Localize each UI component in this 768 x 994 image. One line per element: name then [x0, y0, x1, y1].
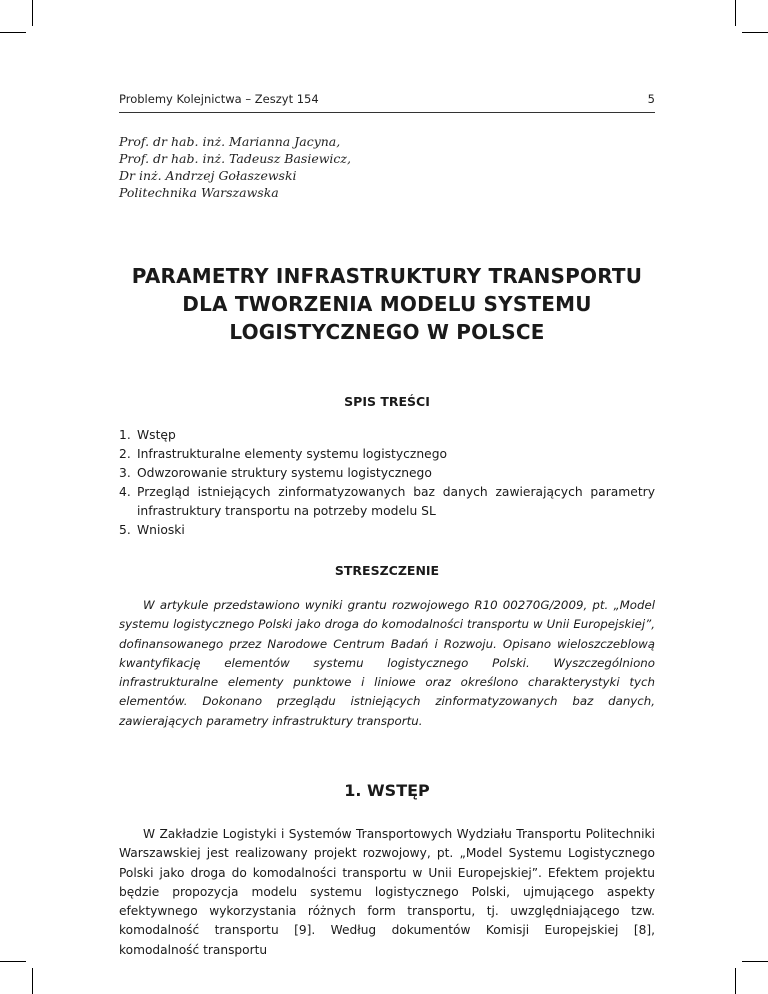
header-divider: [119, 112, 655, 113]
toc-item-number: 2.: [119, 447, 131, 461]
body-paragraph: W Zakładzie Logistyki i Systemów Transportowych Wydziału Transportu Politechniki Warszawskiej jest realizowany projekt rozwojowy, pt. „Model Systemu Logistycznego Polski jako droga do komodalności transportu w Unii Europejskiej”. Efektem projektu będzie propozycja modelu systemu logistycznego Polski, ujmującego aspekty efektywnego wykorzystania różnych form transportu, tj. uwzględniającego tzw. komodalność transportu [9]. Według dokumentów Komisji Europejskiej [8], komodalność transportu: [119, 827, 655, 957]
abstract-text: W artykule przedstawiono wyniki grantu rozwojowego R10 00270G/2009, pt. „Model systemu logistycznego Polski jako droga do komodalności transportu w Unii Europejskiej”, dofinansowanego przez Narodowe Centrum Badań i Rozwoju. Opisano wieloszczeblową kwantyfikację elementów systemu logistycznego Polski. Wyszczególniono infrastrukturalne elementy punktowe i liniowe oraz określono charakterystyki tych elementów. Dokonano przeglądu istniejących zinformatyzowanych baz danych, zawierających parametry infrastruktury transportu.: [119, 598, 655, 728]
toc-item: [119, 483, 655, 521]
affiliation: Politechnika Warszawska: [119, 185, 279, 200]
crop-mark: [32, 0, 33, 26]
author-block: [119, 133, 351, 201]
crop-mark: [735, 968, 736, 994]
journal-title: Problemy Kolejnictwa – Zeszyt 154: [119, 92, 319, 106]
toc-item: [119, 445, 655, 464]
crop-mark: [742, 32, 768, 33]
crop-mark: [0, 961, 26, 962]
toc-item-text: Odwzorowanie struktury systemu logistycznego: [137, 466, 432, 480]
crop-mark: [32, 968, 33, 994]
toc-item-number: 5.: [119, 523, 131, 537]
toc-item-text: Wnioski: [137, 523, 185, 537]
author-line: Prof. dr hab. inż. Marianna Jacyna,: [119, 134, 341, 149]
crop-mark: [742, 961, 768, 962]
author-line: Prof. dr hab. inż. Tadeusz Basiewicz,: [119, 151, 351, 166]
paper-title: [100, 262, 674, 346]
crop-mark: [735, 0, 736, 26]
toc-item-text: Wstęp: [137, 428, 176, 442]
running-header: [119, 92, 655, 106]
toc-item: [119, 426, 655, 445]
toc-item: [119, 521, 655, 540]
toc-item: [119, 464, 655, 483]
title-line: DLA TWORZENIA MODELU SYSTEMU: [182, 292, 592, 316]
abstract-heading: STRESZCZENIE: [334, 563, 440, 578]
toc-item-number: 1.: [119, 428, 131, 442]
crop-mark: [0, 32, 26, 33]
page-number: 5: [647, 92, 655, 106]
section-heading: 1. WSTĘP: [344, 781, 430, 800]
toc-item-text: Infrastrukturalne elementy systemu logistycznego: [137, 447, 448, 461]
author-line: Dr inż. Andrzej Gołaszewski: [119, 168, 297, 183]
title-line: LOGISTYCZNEGO W POLSCE: [229, 320, 545, 344]
table-of-contents: [119, 426, 655, 540]
toc-item-number: 3.: [119, 466, 131, 480]
toc-heading: SPIS TREŚCI: [344, 394, 430, 409]
title-line: PARAMETRY INFRASTRUKTURY TRANSPORTU: [131, 264, 643, 288]
toc-item-number: 4.: [119, 485, 131, 499]
toc-item-text: Przegląd istniejących zinformatyzowanych baz danych zawierających parametry infrastruktury transportu na potrzeby modelu SL: [137, 485, 655, 518]
